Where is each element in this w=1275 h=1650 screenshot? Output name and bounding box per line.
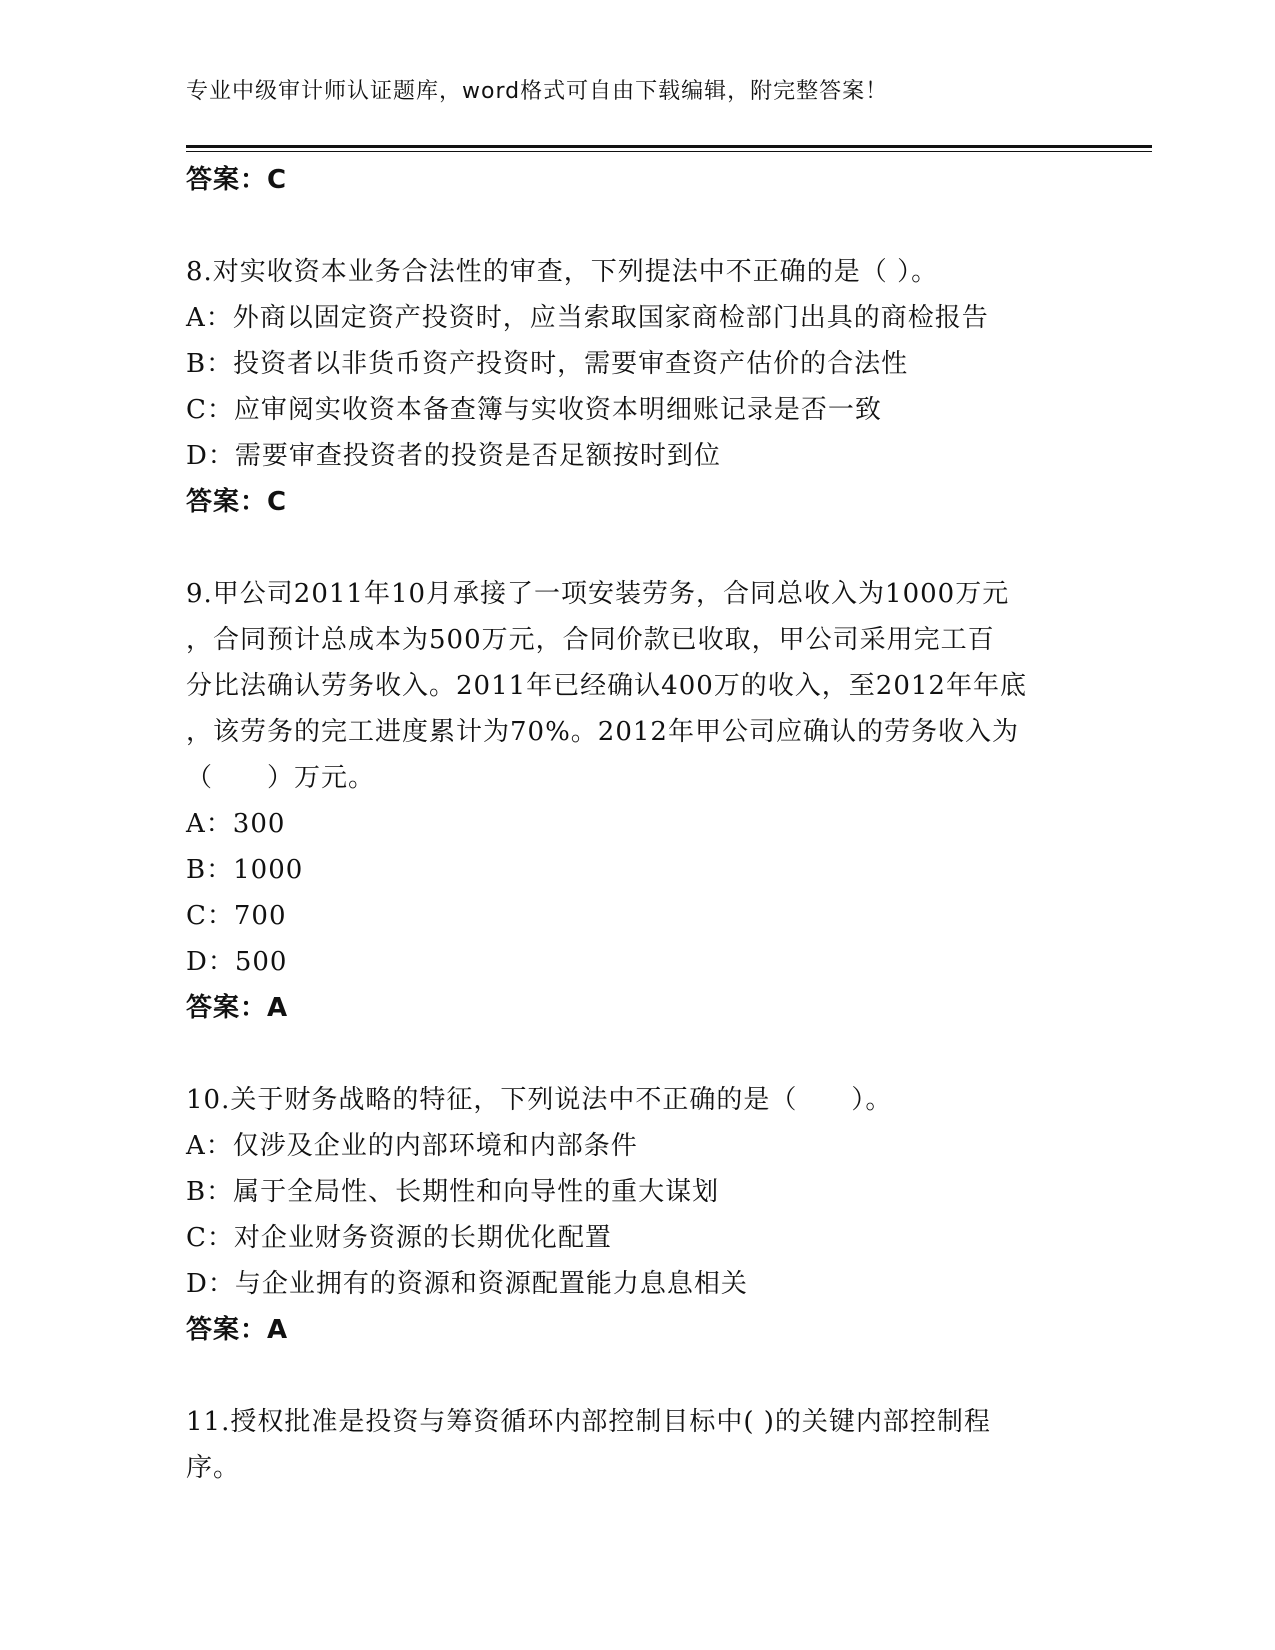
page-header: 专业中级审计师认证题库，word格式可自由下载编辑，附完整答案！ — [186, 79, 889, 104]
answer-q9: 答案：A — [186, 993, 289, 1023]
question-10 — [186, 1077, 1152, 1353]
option-c: C：应审阅实收资本备查簿与实收资本明细账记录是否一致 — [186, 395, 882, 425]
question-stem-line: 分比法确认劳务收入。2011年已经确认400万的收入，至2012年年底 — [186, 671, 1027, 701]
question-stem-line: 9.甲公司2011年10月承接了一项安装劳务，合同总收入为1000万元 — [186, 579, 1010, 609]
header-rule-thin — [186, 151, 1152, 152]
option-d: D：500 — [186, 947, 288, 977]
question-stem-line: ，该劳务的完工进度累计为70%。2012年甲公司应确认的劳务收入为 — [186, 717, 1019, 747]
option-c: C：对企业财务资源的长期优化配置 — [186, 1223, 612, 1253]
question-9 — [186, 571, 1152, 1031]
option-a: A：300 — [186, 809, 286, 839]
question-stem: 8.对实收资本业务合法性的审查，下列提法中不正确的是（ ）。 — [186, 257, 939, 287]
spacer — [186, 1031, 1152, 1077]
header-rule-thick — [186, 145, 1152, 148]
question-stem-line: 11.授权批准是投资与筹资循环内部控制目标中( )的关键内部控制程 — [186, 1407, 991, 1437]
spacer — [186, 203, 1152, 249]
answer-q8: 答案：C — [186, 487, 288, 517]
answer-q10: 答案：A — [186, 1315, 289, 1345]
option-d: D：与企业拥有的资源和资源配置能力息息相关 — [186, 1269, 748, 1299]
question-stem: 10.关于财务战略的特征，下列说法中不正确的是（ ）。 — [186, 1085, 893, 1115]
option-b: B：投资者以非货币资产投资时，需要审查资产估价的合法性 — [186, 349, 909, 379]
option-c: C：700 — [186, 901, 287, 931]
question-stem-line: ，合同预计总成本为500万元，合同价款已收取，甲公司采用完工百 — [186, 625, 995, 655]
document-body — [186, 157, 1152, 1491]
question-stem-line: （ ）万元。 — [186, 763, 376, 793]
option-b: B：属于全局性、长期性和向导性的重大谋划 — [186, 1177, 720, 1207]
question-11 — [186, 1399, 1152, 1491]
answer-q7: 答案：C — [186, 165, 288, 195]
spacer — [186, 1353, 1152, 1399]
option-b: B：1000 — [186, 855, 304, 885]
question-stem-line: 序。 — [186, 1453, 241, 1483]
option-a: A：外商以固定资产投资时，应当索取国家商检部门出具的商检报告 — [186, 303, 989, 333]
option-d: D：需要审查投资者的投资是否足额按时到位 — [186, 441, 721, 471]
spacer — [186, 525, 1152, 571]
option-a: A：仅涉及企业的内部环境和内部条件 — [186, 1131, 638, 1161]
question-8 — [186, 249, 1152, 525]
